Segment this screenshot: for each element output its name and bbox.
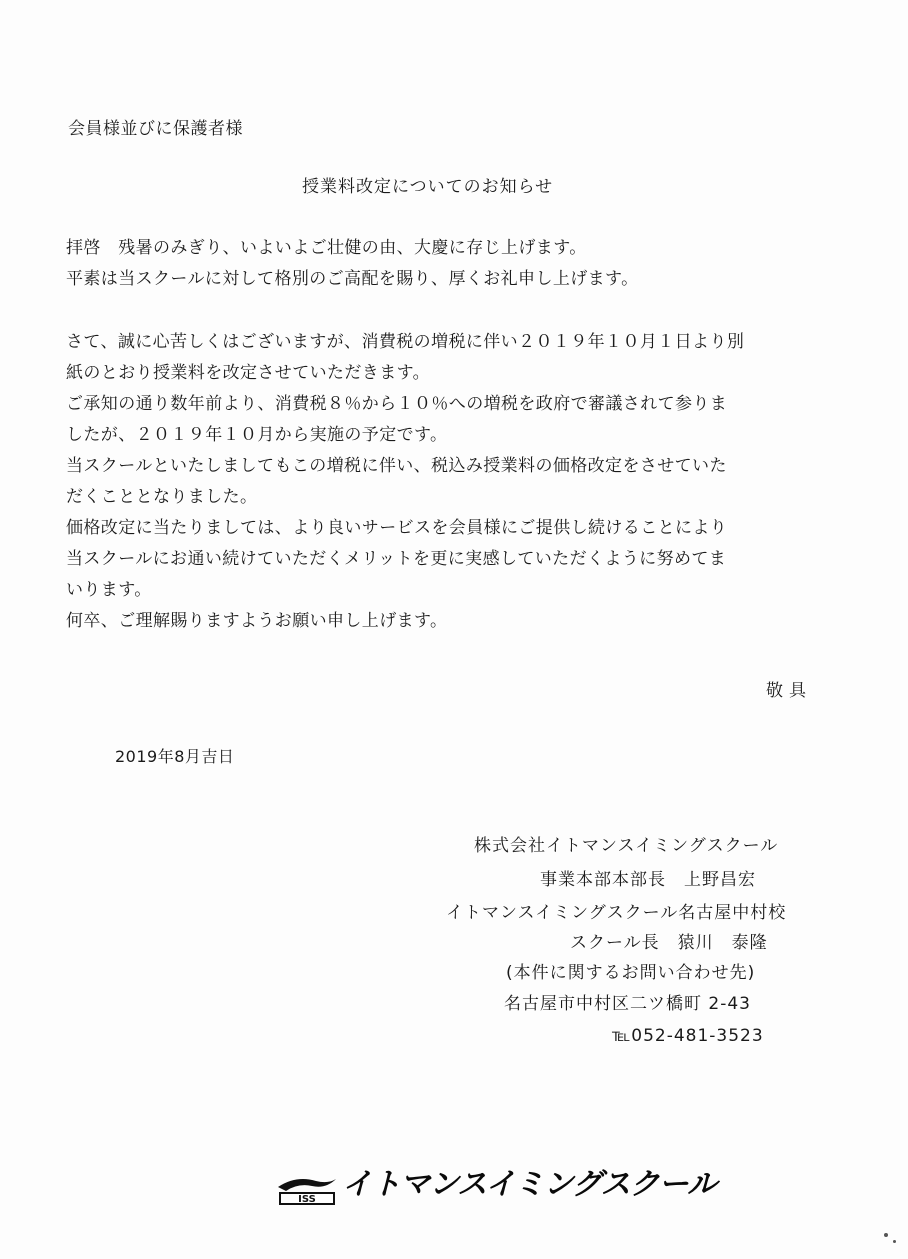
main-body (66, 327, 826, 637)
greeting-paragraph (66, 233, 826, 295)
logo-mark-text: ISS (298, 1194, 316, 1205)
sender-division-head: 事業本部本部長 上野昌宏 (540, 870, 756, 890)
logo-brand-text: イトマンスイミングスクール (342, 1167, 716, 1202)
body-line: だくこととなりました。 (66, 487, 258, 507)
sender-school-head: スクール長 猿川 泰隆 (570, 933, 768, 953)
body-line: 何卒、ご理解賜りますようお願い申し上げます。 (66, 611, 448, 631)
greeting-line: 拝啓 残暑のみぎり、いよいよご壮健の由、大慶に存じ上げます。 (66, 238, 587, 258)
letter-date: 2019年8月吉日 (115, 747, 235, 766)
body-line: 当スクールといたしましてもこの増税に伴い、税込み授業料の価格改定をさせていた (66, 456, 727, 476)
scan-speck (884, 1233, 888, 1237)
sender-school: イトマンスイミングスクール名古屋中村校 (446, 903, 787, 923)
contact-label: (本件に関するお問い合わせ先) (506, 963, 756, 983)
body-line: したが、２０１９年１０月から実施の予定です。 (66, 425, 448, 445)
body-line: 紙のとおり授業料を改定させていただきます。 (66, 363, 431, 383)
contact-phone: ℡052-481-3523 (612, 1026, 764, 1046)
body-line: いります。 (66, 580, 152, 600)
body-line: 価格改定に当たりましては、より良いサービスを会員様にご提供し続けることにより (66, 518, 728, 538)
body-line: 当スクールにお通い続けていただくメリットを更に実感していただくように努めてま (66, 549, 727, 569)
wave-logo-icon (276, 1173, 338, 1205)
body-line: ご承知の通り数年前より、消費税８％から１０％への増税を政府で審議されて参りま (66, 394, 728, 414)
sender-company: 株式会社イトマンスイミングスクール (474, 836, 779, 856)
closing-salutation: 敬具 (766, 681, 812, 701)
contact-address: 名古屋市中村区二ツ橋町 2-43 (504, 994, 751, 1014)
addressee: 会員様並びに保護者様 (68, 119, 243, 139)
body-line: さて、誠に心苦しくはございますが、消費税の増税に伴い２０１９年１０月１日より別 (66, 332, 745, 352)
greeting-line: 平素は当スクールに対して格別のご高配を賜り、厚くお礼申し上げます。 (66, 269, 639, 289)
company-logo (276, 1165, 716, 1205)
notice-title: 授業料改定についてのお知らせ (302, 177, 554, 197)
scan-speck (893, 1240, 896, 1243)
